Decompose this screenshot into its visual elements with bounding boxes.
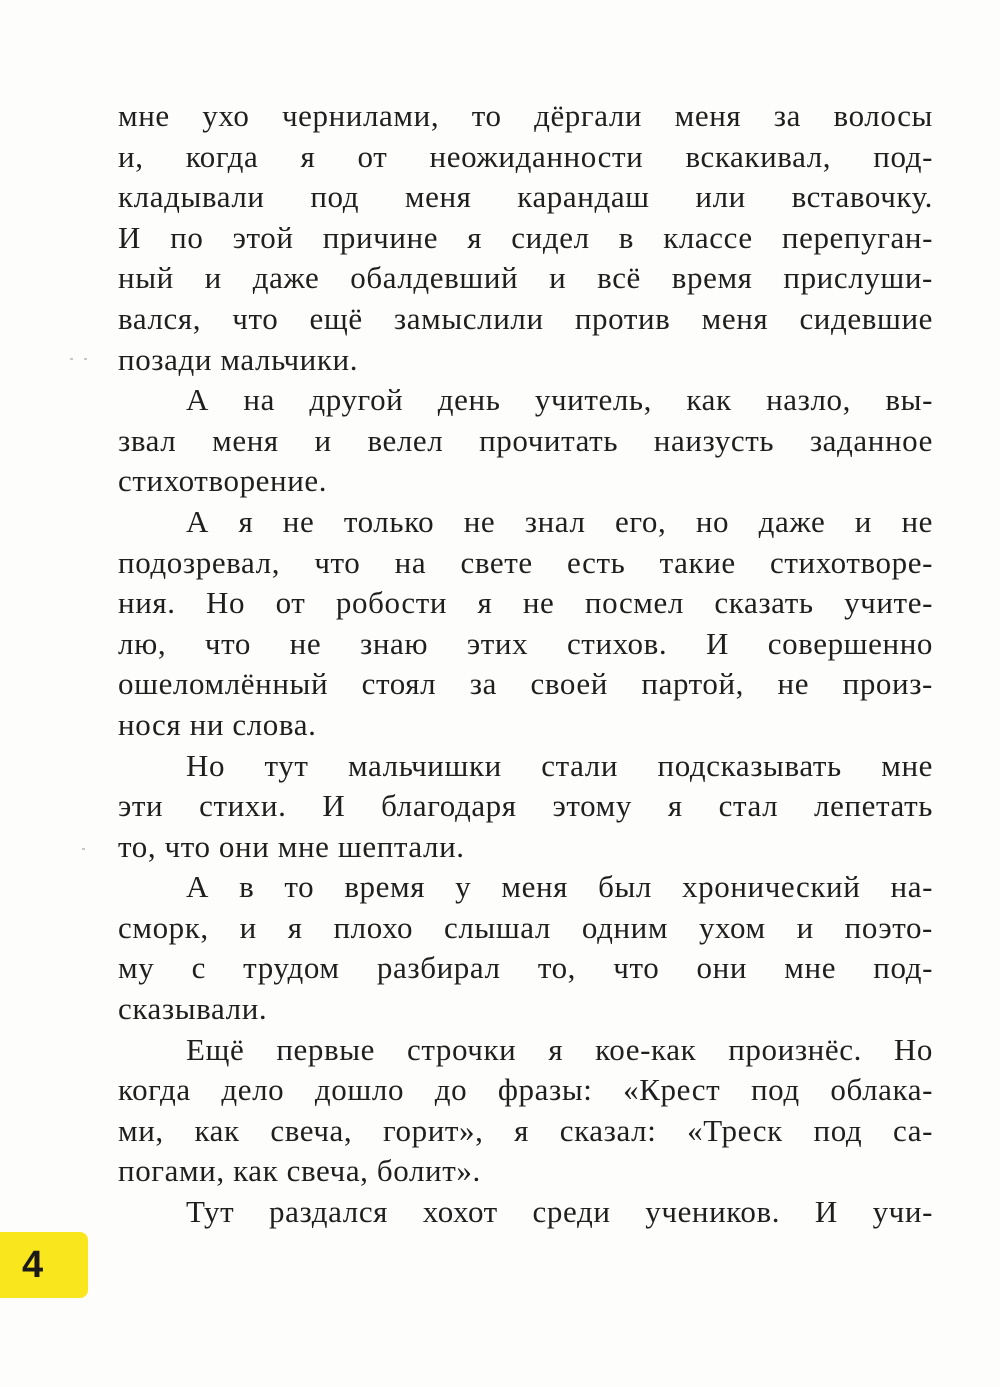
text-line: когда дело дошло до фразы: «Крест под облака- (118, 1072, 933, 1108)
page-number-tab (0, 1232, 88, 1298)
text-line: и, когда я от неожиданности вскакивал, под- (118, 138, 933, 174)
text-line: Ещё первые строчки я кое-как произнёс. Но (186, 1031, 933, 1067)
text-line: Тут раздался хохот среди учеников. И учи- (186, 1194, 933, 1230)
text-line: ми, как свеча, горит», я сказал: «Треск под са- (118, 1112, 933, 1148)
text-line: нося ни слова. (118, 706, 317, 742)
print-speck (82, 848, 85, 850)
print-speck (70, 358, 73, 360)
text-line: А в то время у меня был хронический на- (186, 869, 933, 905)
text-line: звал меня и велел прочитать наизусть заданное (118, 422, 933, 458)
text-line: погами, как свеча, болит». (118, 1153, 481, 1189)
text-line: лю, что не знаю этих стихов. И совершенно (118, 625, 933, 661)
text-line: подозревал, что на свете есть такие стихотворе- (118, 544, 933, 580)
paragraph (118, 1192, 933, 1233)
text-line: сказывали. (118, 991, 268, 1027)
text-line: вался, что ещё замыслили против меня сидевшие (118, 300, 933, 336)
text-line: стихотворение. (118, 463, 328, 499)
paragraph (118, 96, 933, 380)
text-line: ный и даже обалдевший и всё время прислуши- (118, 260, 933, 296)
page-body-text (118, 96, 933, 1233)
text-line: позади мальчики. (118, 341, 359, 377)
page-number: 4 (22, 1244, 44, 1286)
text-line: кладывали под меня карандаш или вставочку. (118, 179, 933, 215)
paragraph (118, 746, 933, 868)
text-line: му с трудом разбирал то, что они мне под- (118, 950, 933, 986)
text-line: ния. Но от робости я не посмел сказать учите- (118, 585, 933, 621)
paragraph (118, 502, 933, 746)
text-line: сморк, и я плохо слышал одним ухом и поэто- (118, 909, 933, 945)
text-line: мне ухо чернилами, то дёргали меня за волосы (118, 98, 933, 133)
text-line: А я не только не знал его, но даже и не (186, 503, 933, 539)
paragraph (118, 1030, 933, 1192)
text-line: А на другой день учитель, как назло, вы- (186, 382, 933, 418)
text-line: то, что они мне шептали. (118, 828, 465, 864)
text-line: Но тут мальчишки стали подсказывать мне (186, 747, 933, 783)
text-line: И по этой причине я сидел в классе перепуган- (118, 219, 933, 255)
print-speck (84, 358, 87, 360)
text-line: эти стихи. И благодаря этому я стал лепетать (118, 788, 933, 824)
paragraph (118, 867, 933, 1029)
text-line: ошеломлённый стоял за своей партой, не произ- (118, 666, 933, 702)
paragraph (118, 380, 933, 502)
